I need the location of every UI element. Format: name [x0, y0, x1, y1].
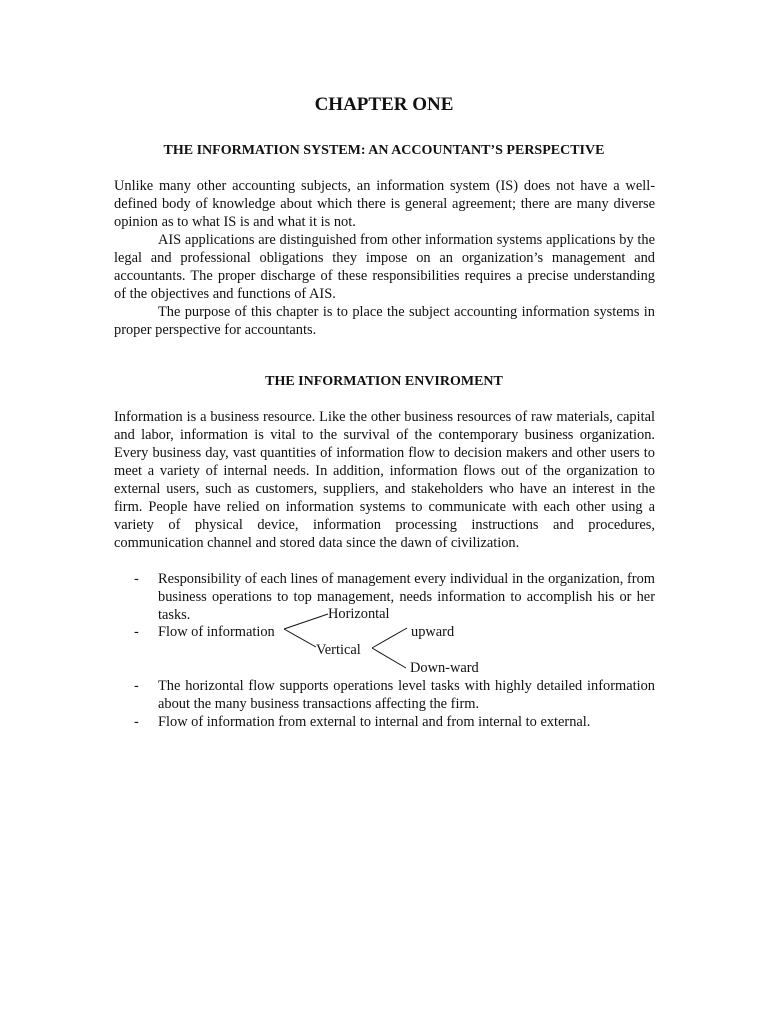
chapter-title: CHAPTER ONE: [314, 94, 454, 115]
bullet-dash: -: [134, 678, 139, 694]
bullet-text: Flow of information from external to internal and from internal to external.: [158, 714, 591, 730]
paragraph-2: AIS applications are distinguished from other information systems applications by the legal and professional obligations they impose on an organization’s management and accountants. The proper discharge of these responsibilities requires a precise understanding of the objectives and functions of AIS.: [114, 232, 655, 302]
section-heading-info-environment: THE INFORMATION ENVIROMENT: [265, 374, 503, 389]
bullet-dash: -: [134, 571, 139, 587]
bullet-text: The horizontal flow supports operations level tasks with highly detailed information about the many business transactions affecting the firm.: [158, 678, 655, 712]
paragraph-3: The purpose of this chapter is to place the subject accounting information systems in proper perspective for accountants.: [114, 304, 655, 338]
bullet-text: Flow of information: [158, 624, 275, 640]
section-heading-info-system: THE INFORMATION SYSTEM: AN ACCOUNTANT’S PERSPECTIVE: [163, 143, 605, 158]
section-body-info-system: [114, 177, 655, 339]
bullet-dash: -: [134, 714, 139, 730]
flow-label-upward: upward: [411, 624, 455, 640]
flow-label-horizontal: Horizontal: [328, 606, 390, 622]
bullet-dash: -: [134, 624, 139, 640]
bullet-text: Responsibility of each lines of management every individual in the organization, from business operations to top management, needs information to accomplish his or her tasks.: [158, 571, 655, 623]
paragraph-1: Unlike many other accounting subjects, an information system (IS) does not have a well-defined body of knowledge about which there is general agreement; there are many diverse opinion as to what IS is and what it is not.: [114, 178, 655, 230]
section-body-info-environment: [114, 408, 655, 552]
flow-label-downward: Down-ward: [410, 660, 479, 676]
branch-line-downward: [372, 648, 406, 668]
flow-label-vertical: Vertical: [316, 642, 361, 658]
paragraph-environment: Information is a business resource. Like the other business resources of raw materials, capital and labor, information is vital to the survival of the contemporary business organization. Every business day, vast quantities of information flow to decision makers and other users to meet a variety of internal needs. In addition, information flows out of the organization to external users, such as customers, suppliers, and stakeholders who have an interest in the firm. People have relied on information systems to communicate with each other using a variety of physical device, information processing instructions and procedures, communication channel and stored data since the dawn of civilization.: [114, 409, 655, 551]
